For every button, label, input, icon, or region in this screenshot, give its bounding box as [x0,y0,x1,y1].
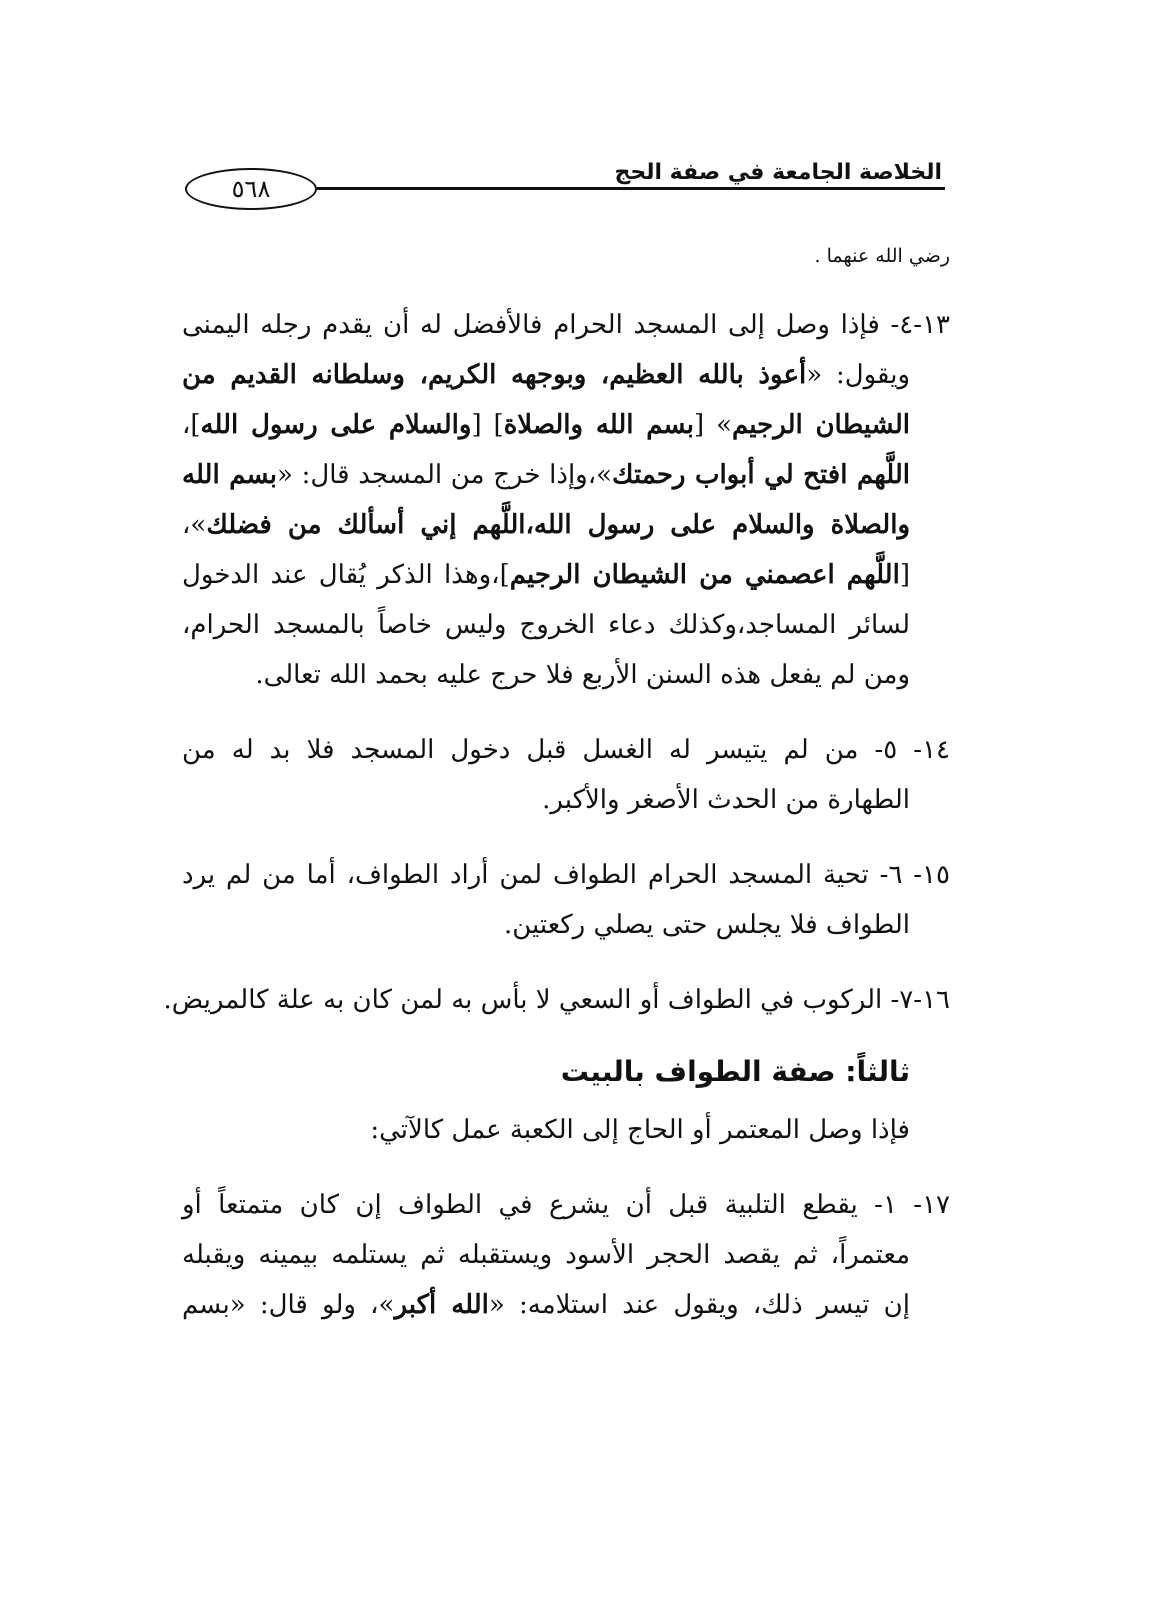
item-13-line-8: ومن لم يفعل هذه السنن الأربع فلا حرج عليه بحمد الله تعالى. [255,660,910,690]
text-segment: ] [ [471,410,504,440]
item-14-line-1: ١٤- ٥- من لم يتيسر له الغسل قبل دخول المسجد فلا بد له من [182,735,950,765]
item-13-line-4 [182,455,910,495]
item-16-line-1: ١٦-٧- الركوب في الطواف أو السعي لا بأس به لمن كان به علة كالمريض. [163,985,950,1015]
text-segment: » [ [693,410,732,440]
supplication-text: اللَّهم اعصمني من الشيطان الرجيم [509,560,900,590]
supplication-text: والسلام على رسول الله [200,410,472,440]
supplication-text: والصلاة والسلام على رسول الله،اللَّهم إني أسألك من فضلك [206,510,910,540]
supplication-text: الله أكبر [394,1290,489,1320]
item-13-line-1: ١٣-٤- فإذا وصل إلى المسجد الحرام فالأفضل له أن يقدم رجله اليمنى [182,310,950,340]
text-segment: ]،وهذا الذكر يُقال عند الدخول [182,560,510,590]
item-17-line-2: معتمراً، ثم يقصد الحجر الأسود ويستقبله ثم يستلمه بيمينه ويقبله [182,1240,910,1270]
supplication-text: بسم الله [182,460,277,490]
supplication-text: الشيطان الرجيم [732,410,910,440]
text-segment: »،وإذا خرج من المسجد قال: « [276,460,613,490]
text-segment: ويقول: « [806,360,911,390]
item-13-line-6 [182,555,910,595]
item-15-line-1: ١٥- ٦- تحية المسجد الحرام الطواف لمن أراد الطواف، أما من لم يرد [182,860,950,890]
item-13-line-7: لسائر المساجد،وكذلك دعاء الخروج وليس خاصاً بالمسجد الحرام، [182,610,910,640]
text-segment: إن تيسر ذلك، ويقول عند استلامه: « [488,1290,910,1320]
text-segment: »، [182,510,207,540]
text-segment: »، ولو قال: «بسم [182,1290,395,1320]
item-13-line-3 [182,405,910,445]
item-17-line-1: ١٧- ١- يقطع التلبية قبل أن يشرع في الطواف إن كان متمتعاً أو [182,1190,950,1220]
item-15-line-2: الطواف فلا يجلس حتى يصلي ركعتين. [504,910,910,940]
item-13-line-2 [182,355,910,395]
footnote-continuation: رضي الله عنهما . [814,245,950,267]
supplication-text: أعوذ بالله العظيم، وبوجهه الكريم، وسلطانه القديم من [182,360,807,390]
running-header-title: الخلاصة الجامعة في صفة الحج [614,160,942,185]
supplication-text: اللَّهم افتح لي أبواب رحمتك [612,460,910,490]
section-heading: ثالثاً: صفة الطواف بالبيت [560,1055,910,1088]
item-13-line-5 [182,505,910,545]
item-14-line-2: الطهارة من الحدث الأصغر والأكبر. [542,785,910,815]
page-number: ٥٦٨ [185,168,317,210]
text-segment: [ [899,560,910,590]
text-segment: ]، [182,410,201,440]
supplication-text: بسم الله والصلاة [503,410,694,440]
item-17-line-3 [182,1285,910,1325]
section-intro: فإذا وصل المعتمر أو الحاج إلى الكعبة عمل كالآتي: [370,1115,910,1145]
